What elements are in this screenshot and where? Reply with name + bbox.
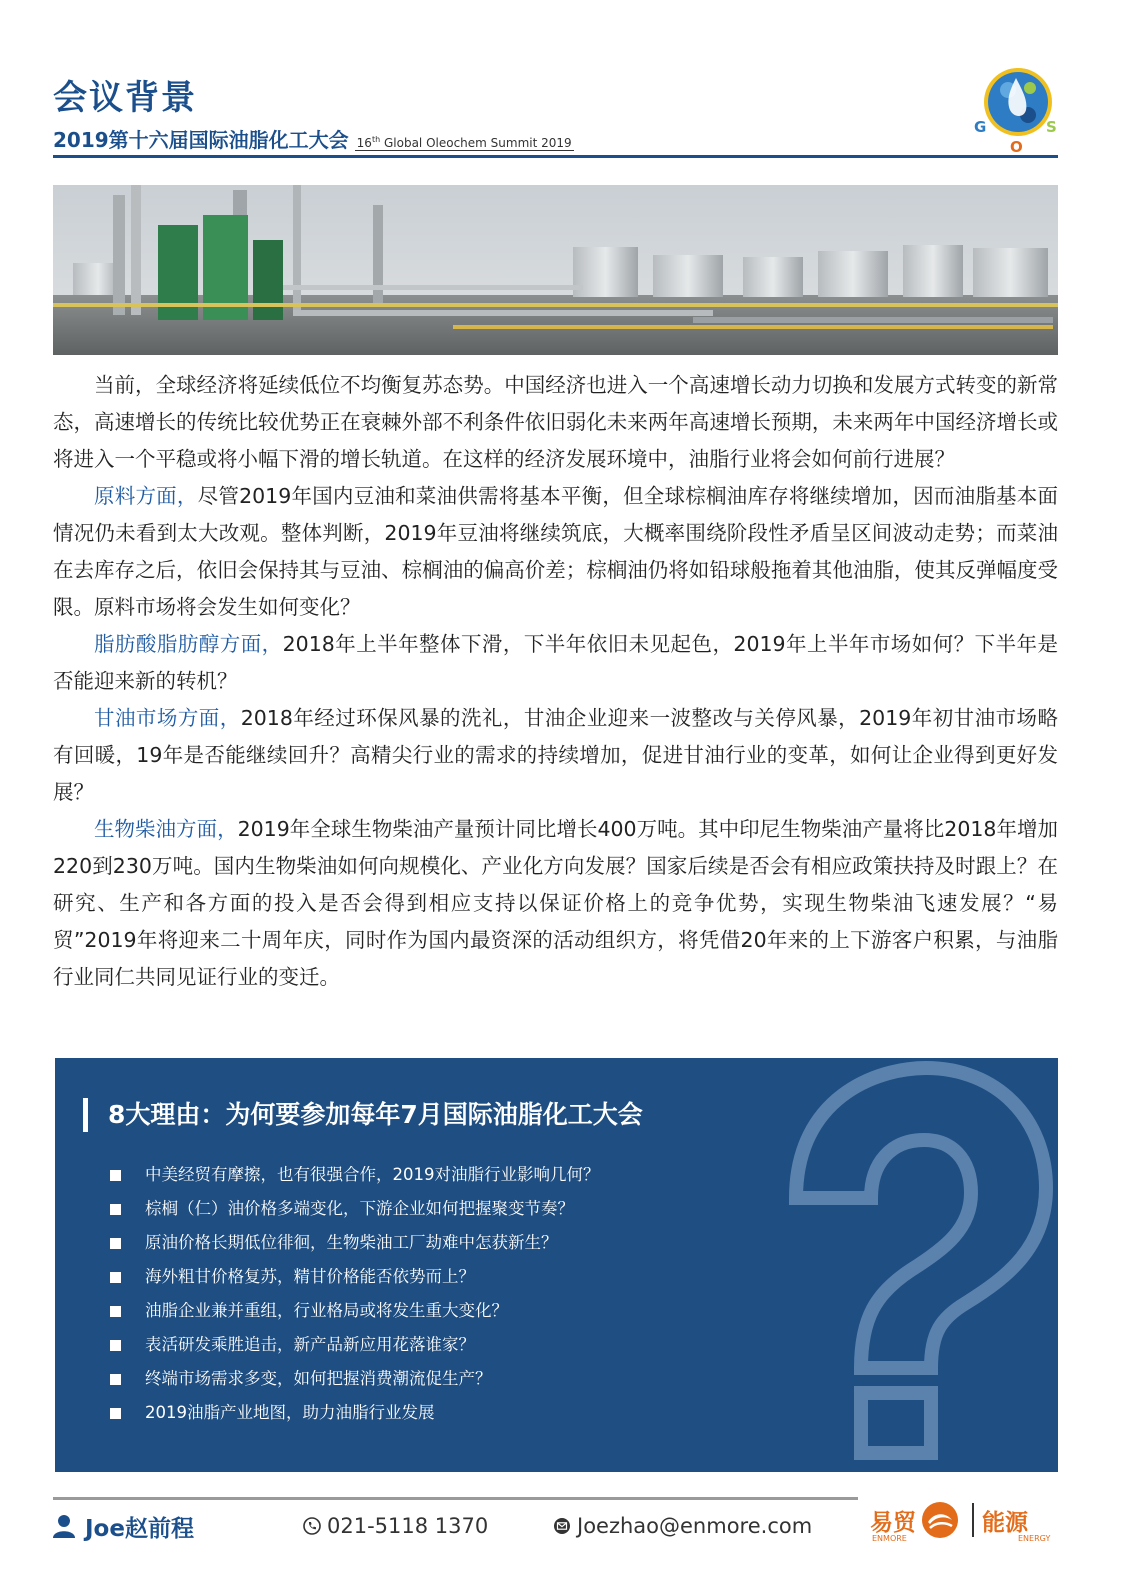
- subtitle-en-sup: th: [371, 135, 381, 144]
- list-item-text: 海外粗甘价格复苏，精甘价格能否依势而上？: [145, 1267, 475, 1286]
- contact-phone: [303, 1508, 488, 1544]
- list-item: [110, 1260, 600, 1294]
- section-keyword: 甘油市场方面，: [94, 706, 241, 730]
- gos-logo-icon: [970, 60, 1062, 155]
- list-item-text: 棕榈（仁）油价格多端变化，下游企业如何把握聚变节奏？: [145, 1199, 574, 1218]
- reasons-title: 8大理由：为何要参加每年7月国际油脂化工大会: [83, 1098, 643, 1132]
- brand-left-en: ENMORE: [872, 1534, 907, 1543]
- list-item-text: 2019油脂产业地图，助力油脂行业发展: [145, 1403, 435, 1422]
- logo-letter-s: S: [1046, 118, 1057, 136]
- reasons-list: [110, 1158, 600, 1430]
- page-subtitle: [53, 124, 574, 153]
- phone-text: 021-5118 1370: [327, 1514, 489, 1538]
- list-item-text: 油脂企业兼并重组，行业格局或将发生重大变化？: [145, 1301, 508, 1320]
- section-fatty-acids: [53, 626, 1058, 700]
- question-mark-icon: [726, 1058, 1058, 1472]
- section-biodiesel: [53, 811, 1058, 996]
- brand-right-text: 能源: [982, 1509, 1028, 1536]
- section-keyword: 脂肪酸脂肪醇方面，: [94, 632, 283, 656]
- bullet-icon: [110, 1272, 121, 1283]
- list-item: [110, 1396, 600, 1430]
- contact-email[interactable]: [553, 1508, 812, 1544]
- bullet-icon: [110, 1204, 121, 1215]
- section-keyword: 原料方面，: [94, 484, 198, 508]
- section-text: 2018年上半年整体下滑，下半年依旧未见起色，2019年上半年市场如何？下半年是否能迎来新的转机？: [53, 632, 1059, 693]
- subtitle-cn: 2019第十六届国际油脂化工大会: [53, 128, 349, 152]
- page-title: 会议背景: [53, 78, 197, 118]
- subtitle-en: [355, 136, 574, 151]
- section-text: 尽管2019年国内豆油和菜油供需将基本平衡，但全球棕榈油库存将继续增加，因而油脂基本面情况仍未看到太大改观。整体判断，2019年豆油将继续筑底，大概率围绕阶段性矛盾呈区间波动走势；而菜油在去库存之后，依旧会保持其与豆油、棕榈油的偏高价差；棕榈油仍将如铅球般拖着其他油脂，使其反弹幅度受限。原料市场将会发生如何变化？: [53, 484, 1059, 619]
- user-icon: [53, 1514, 75, 1538]
- list-item: [110, 1226, 600, 1260]
- list-item-text: 表活研发乘胜追击，新产品新应用花落谁家？: [145, 1335, 475, 1354]
- bullet-icon: [110, 1306, 121, 1317]
- enmore-logo-icon: [920, 1500, 960, 1540]
- bullet-icon: [110, 1340, 121, 1351]
- section-text: 2018年经过环保风暴的洗礼，甘油企业迎来一波整改与关停风暴，2019年初甘油市场略有回暖，19年是否能继续回升？高精尖行业的需求的持续增加，促进甘油行业的变革，如何让企业得到更好发展？: [53, 706, 1059, 804]
- email-icon: [553, 1517, 571, 1535]
- phone-icon: [303, 1517, 321, 1535]
- header-divider: [53, 155, 1058, 158]
- bullet-icon: [110, 1408, 121, 1419]
- footer-divider: [53, 1497, 858, 1500]
- background-text: [53, 367, 1058, 996]
- bullet-icon: [110, 1374, 121, 1385]
- list-item: [110, 1192, 600, 1226]
- bullet-icon: [110, 1238, 121, 1249]
- subtitle-en-rest: Global Oleochem Summit 2019: [380, 136, 572, 150]
- list-item: [110, 1362, 600, 1396]
- list-item: [110, 1294, 600, 1328]
- contact-name: [53, 1508, 194, 1544]
- intro-paragraph: 当前，全球经济将延续低位不均衡复苏态势。中国经济也进入一个高速增长动力切换和发展方式转变的新常态，高速增长的传统比较优势正在衰棘外部不利条件依旧弱化未来两年高速增长预期，未来两年中国经济增长或将进入一个平稳或将小幅下滑的增长轨道。在这样的经济发展环境中，油脂行业将会如何前行进展？: [53, 373, 1058, 471]
- list-item: [110, 1328, 600, 1362]
- reasons-panel: [55, 1058, 1058, 1472]
- list-item: [110, 1158, 600, 1192]
- section-keyword: 生物柴油方面，: [94, 817, 238, 841]
- section-glycerin: [53, 700, 1058, 811]
- brand-logo: [870, 1498, 1051, 1543]
- logo-letter-g: G: [974, 118, 987, 136]
- list-item-text: 中美经贸有摩擦，也有很强合作，2019对油脂行业影响几何？: [145, 1165, 600, 1184]
- bullet-icon: [110, 1170, 121, 1181]
- brand-right-en: ENERGY: [1018, 1534, 1051, 1543]
- list-item-text: 原油价格长期低位徘徊，生物柴油工厂劫难中怎获新生？: [145, 1233, 558, 1252]
- list-item-text: 终端市场需求多变，如何把握消费潮流促生产？: [145, 1369, 492, 1388]
- contact-name-text: Joe赵前程: [85, 1515, 194, 1542]
- section-raw-materials: [53, 478, 1058, 626]
- refinery-photo: [53, 185, 1058, 355]
- subtitle-en-num: 16: [356, 136, 372, 150]
- brand-left-text: 易贸: [870, 1509, 916, 1536]
- brand-divider: [972, 1503, 974, 1537]
- logo-letter-o: O: [1010, 138, 1023, 155]
- email-text[interactable]: Joezhao@enmore.com: [577, 1514, 813, 1538]
- section-text: 2019年全球生物柴油产量预计同比增长400万吨。其中印尼生物柴油产量将比2018年增加220到230万吨。国内生物柴油如何向规模化、产业化方向发展？国家后续是否会有相应政策扶持及时跟上？在研究、生产和各方面的投入是否会得到相应支持以保证价格上的竞争优势，实现生物柴油飞速发展？“易贸”2019年将迎来二十周年庆，同时作为国内最资深的活动组织方，将凭借20年来的上下游客户积累，与油脂行业同仁共同见证行业的变迁。: [53, 817, 1059, 989]
